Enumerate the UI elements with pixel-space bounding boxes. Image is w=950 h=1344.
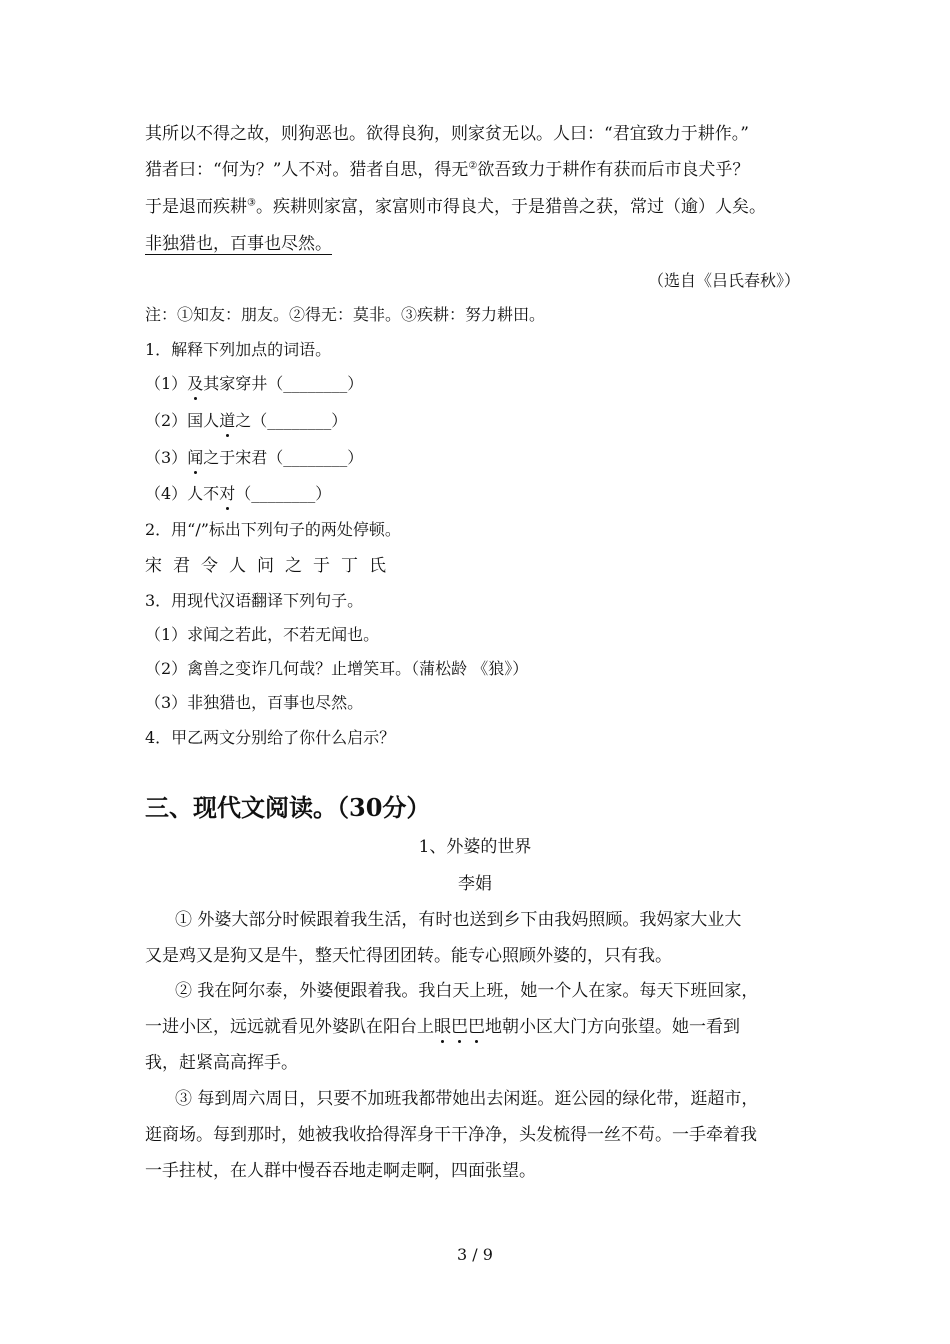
q1-item-4-answer-blank: （________） [235,484,332,503]
q1-item-3-pre: （3） [145,448,188,467]
paragraph-3-line-1: ③ 每到周六周日，只要不加班我都带她出去闲逛。逛公园的绿化带，逛超市， [175,1089,759,1109]
dotted-char-1: 眼 [434,1017,451,1037]
paragraph-1-line-2: 又是鸡又是狗又是牛，整天忙得团团转。能专心照顾外婆的，只有我。 [145,946,672,966]
dotted-char-3: 巴 [468,1017,485,1037]
paragraph-2-line-1: ② 我在阿尔泰，外婆便跟着我。我白天上班，她一个人在家。每天下班回家， [175,981,759,1001]
question-2-title: 2．用“/”标出下列句子的两处停顿。 [145,520,401,539]
q1-item-2-dotted-word: 道 [219,409,235,433]
footnote-marker-2: ② [468,160,478,172]
question-3-item-3: （3）非独猎也，百事也尽然。 [145,693,364,712]
question-3-item-1: （1）求闻之若此，不若无闻也。 [145,625,380,644]
passage-line-2-text-b: 欲吾致力于耕作有获而后市良犬乎？ [477,160,750,180]
dotted-char-2: 巴 [451,1017,468,1037]
paragraph-1-line-1: ① 外婆大部分时候跟着我生活，有时也送到乡下由我妈照顾。我妈家大业大 [175,910,742,930]
article-author: 李娟 [458,874,492,894]
page-number: 3 / 9 [457,1245,493,1264]
passage-line-1: 其所以不得之故，则狗恶也。欲得良狗，则家贫无以。人曰：“君宜致力于耕作。” [145,124,749,144]
paragraph-3-line-2: 逛商场。每到那时，她被我收拾得浑身干干净净，头发梳得一丝不苟。一手牵着我 [145,1125,757,1145]
question-2-sentence: 宋君令人问之于丁氏 [145,556,397,576]
question-1-item-4 [145,482,331,506]
passage-line-3-text-b: 。疾耕则家富，家富则市得良犬，于是猎兽之获，常过（逾）人矣。 [255,197,766,217]
q1-item-1-answer-blank: 其家穿井（________） [203,374,364,393]
question-4-title: 4．甲乙两文分别给了你什么启示？ [145,728,396,747]
question-1-title: 1．解释下列加点的词语。 [145,340,332,359]
passage-source: （选自《吕氏春秋》） [647,271,800,290]
article-title: 1、外婆的世界 [418,837,532,857]
q1-item-4-pre: （4）人不 [145,484,220,503]
question-1-item-2 [145,409,347,433]
paragraph-2-line-3: 我，赶紧高高挥手。 [145,1053,298,1073]
q1-item-2-pre: （2）国人 [145,411,220,430]
footnote-marker-3: ③ [247,197,256,209]
q1-item-3-answer-blank: 之于宋君（________） [203,448,364,467]
paragraph-2-line-2-text-a: 一进小区，远远就看见外婆趴在阳台上 [145,1017,434,1037]
paragraph-3-line-3: 一手拄杖，在人群中慢吞吞地走啊走啊，四面张望。 [145,1161,536,1181]
question-1-item-1 [145,372,363,396]
question-3-title: 3．用现代汉语翻译下列句子。 [145,591,364,610]
question-1-item-3 [145,446,363,470]
q1-item-4-dotted-word: 对 [219,482,235,506]
passage-line-2 [145,158,749,182]
passage-line-4-underlined: 非独猎也，百事也尽然。 [145,234,332,254]
passage-line-2-text-a: 猎者曰：“何为？”人不对。猎者自思，得无 [145,160,469,180]
q1-item-2-answer-blank: 之（________） [235,411,348,430]
q1-item-1-dotted-word: 及 [187,372,203,396]
passage-line-3 [145,195,766,219]
q1-item-1-pre: （1） [145,374,188,393]
paragraph-2-line-2-text-b: 地朝小区大门方向张望。她一看到 [485,1017,740,1037]
passage-line-3-text-a: 于是退而疾耕 [145,197,247,217]
question-3-item-2: （2）禽兽之变诈几何哉？止增笑耳。（蒲松龄 《狼》） [145,659,529,678]
section-3-heading: 三、现代文阅读。（30分） [145,793,431,822]
passage-notes: 注：①知友：朋友。②得无：莫非。③疾耕：努力耕田。 [145,305,546,324]
q1-item-3-dotted-word: 闻 [187,446,203,470]
paragraph-2-line-2 [145,1015,740,1039]
